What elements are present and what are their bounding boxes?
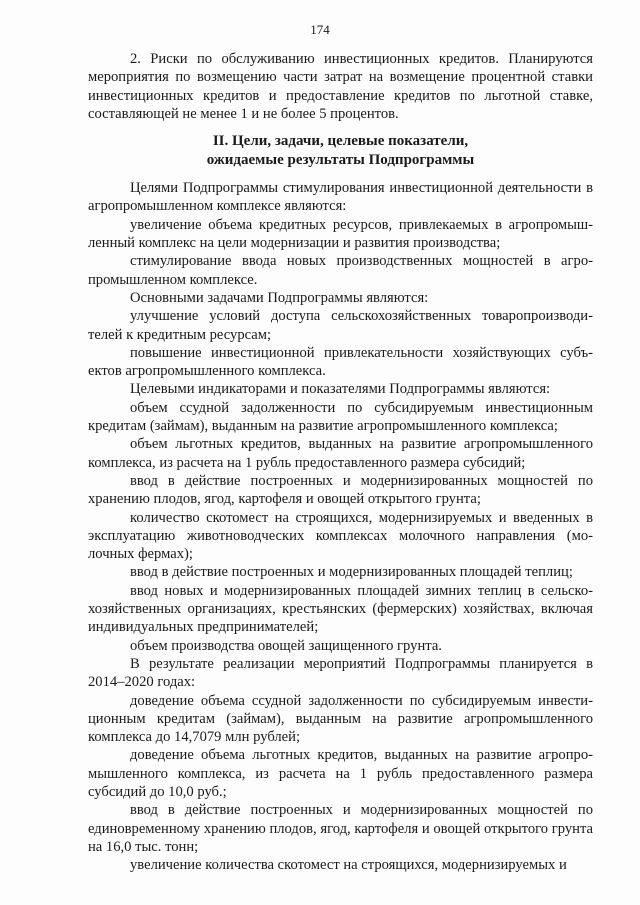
paragraph-indicator-5: ввод в действие построенных и модернизированных площадей теплиц; — [130, 564, 573, 581]
paragraph-indicator-6: ввод новых и модернизированных площадей зимних теплиц в сельскохозяйственных организациях, крестьянских (фермерских) хозяйствах, включая индивидуальных предпринимателей; — [88, 582, 593, 636]
paragraph-result-3: ввод в действие построенных и модернизированных мощностей по единовременному хранению плодов, ягод, картофеля и овощей открытого грунта на 16,0 тыс. тонн; — [88, 802, 593, 855]
intro-paragraph: 2. Риски по обслуживанию инвестиционных кредитов. Планируются мероприятия по возмещению части затрат на возмещение процентной ставки инвестиционных кредитов и предоставление кредитов по льготной ставке, составляющей не менее 1 и не более 5 процентов. — [88, 51, 593, 122]
paragraph-result-4: увеличение количества скотомест на строящихся, модернизируемых и — [130, 857, 567, 874]
paragraph-goals: Целями Подпрограммы стимулирования инвестиционной деятельности в агропромышленном комплексе являются: — [88, 180, 593, 215]
paragraph-goal-1: увеличение объема кредитных ресурсов, привлекаемых в агропромышленный комплекс на цели модернизации и развития производства; — [88, 216, 593, 252]
paragraph-indicators: Целевыми индикаторами и показателями Подпрограммы являются: — [130, 381, 551, 398]
paragraph-goal-2: стимулирование ввода новых производственных мощностей в агропромышленном комплексе. — [88, 253, 593, 288]
paragraph-task-2: повышение инвестиционной привлекательности хозяйствующих субъектов агропромышленного комплекса. — [88, 344, 593, 380]
paragraph-task-1: улучшение условий доступа сельскохозяйственных товаропроизводителей к кредитным ресурсам; — [88, 308, 593, 343]
paragraph-indicator-2: объем льготных кредитов, выданных на развитие агропромышленного комплекса, из расчета на 1 рубль предоставленного размера субсидий; — [88, 436, 593, 471]
paragraph-indicator-1: объем ссудной задолженности по субсидируемым инвестиционным кредитам (займам), выданным на развитие агропромышленного комплекса; — [88, 399, 593, 435]
paragraph-result-1: доведение объема ссудной задолженности по субсидируемым инвестиционным кредитам (займам), выданным на развитие агропромышленного комплекса до 14,7079 млн рублей; — [88, 692, 593, 746]
paragraph-indicator-7: объем производства овощей защищенного грунта. — [130, 637, 442, 654]
section-heading-line-1: II. Цели, задачи, целевые показатели, — [212, 133, 469, 150]
paragraph-indicator-4: количество скотомест на строящихся, модернизируемых и введенных в эксплуатацию животноводческих комплексах молочного направления (молочных фермах); — [88, 509, 593, 563]
section-heading — [88, 132, 593, 170]
paragraph-indicator-3: ввод в действие построенных и модернизированных мощностей по хранению плодов, ягод, картофеля и овощей открытого грунта; — [88, 472, 593, 508]
page-number: 174 — [310, 22, 330, 37]
section-heading-line-2: ожидаемые результаты Подпрограммы — [206, 152, 475, 169]
paragraph-results: В результате реализации мероприятий Подпрограммы планируется в 2014–2020 годах: — [88, 655, 593, 691]
document-body — [88, 50, 593, 874]
paragraph-result-2: доведение объема льготных кредитов, выданных на развитие агропромышленного комплекса, из расчета на 1 рубль предоставленного размера субсидий до 10,0 руб.; — [88, 747, 593, 800]
paragraph-tasks: Основными задачами Подпрограммы являются: — [130, 289, 429, 306]
